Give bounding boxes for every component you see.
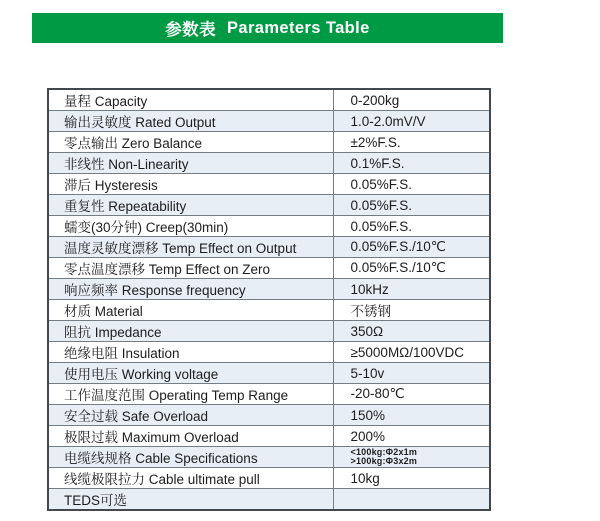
table-row — [48, 468, 490, 489]
table-row — [48, 279, 490, 300]
table-row — [48, 237, 490, 258]
param-label: 使用电压 Working voltage — [48, 363, 333, 384]
table-row — [48, 174, 490, 195]
param-value: 10kHz — [333, 279, 490, 300]
param-value: 0.05%F.S. — [333, 174, 490, 195]
table-row — [48, 258, 490, 279]
param-label: 安全过载 Safe Overload — [48, 405, 333, 426]
param-label: 极限过载 Maximum Overload — [48, 426, 333, 447]
param-label: 输出灵敏度 Rated Output — [48, 111, 333, 132]
param-value: ±2%F.S. — [333, 132, 490, 153]
param-label: 零点温度漂移 Temp Effect on Zero — [48, 258, 333, 279]
param-value: 0.05%F.S. — [333, 195, 490, 216]
param-label: 蠕变(30分钟) Creep(30min) — [48, 216, 333, 237]
param-label: 滞后 Hysteresis — [48, 174, 333, 195]
param-value: 不锈钢 — [333, 300, 490, 321]
param-value: 0.1%F.S. — [333, 153, 490, 174]
parameters-table — [47, 88, 491, 511]
table-row — [48, 426, 490, 447]
param-label: TEDS可选 — [48, 489, 333, 511]
param-label: 阻抗 Impedance — [48, 321, 333, 342]
param-label: 量程 Capacity — [48, 89, 333, 111]
table-row — [48, 300, 490, 321]
table-row — [48, 111, 490, 132]
table-row — [48, 363, 490, 384]
banner-title-en: Parameters Table — [226, 18, 370, 37]
param-label: 非线性 Non-Linearity — [48, 153, 333, 174]
param-value: 10kg — [333, 468, 490, 489]
param-label: 重复性 Repeatability — [48, 195, 333, 216]
param-value: 0-200kg — [333, 89, 490, 111]
param-label: 电缆线规格 Cable Specifications — [48, 447, 333, 468]
cable-spec-line-1: <100kg:Φ2x1m — [350, 446, 418, 457]
param-value: 0.05%F.S./10℃ — [333, 258, 490, 279]
param-value-multiline — [333, 447, 490, 468]
param-value: 0.05%F.S./10℃ — [333, 237, 490, 258]
param-value: ≥5000MΩ/100VDC — [333, 342, 490, 363]
param-value: 350Ω — [333, 321, 490, 342]
table-row — [48, 321, 490, 342]
parameters-table-banner — [32, 13, 503, 43]
cable-spec-line-2: >100kg:Φ3x2m — [350, 456, 418, 466]
param-label: 温度灵敏度漂移 Temp Effect on Output — [48, 237, 333, 258]
table-row — [48, 489, 490, 511]
param-value: 200% — [333, 426, 490, 447]
param-label: 线缆极限拉力 Cable ultimate pull — [48, 468, 333, 489]
banner-title-zh: 参数表 — [165, 21, 216, 39]
table-row — [48, 132, 490, 153]
table-row — [48, 342, 490, 363]
table-row — [48, 153, 490, 174]
param-value — [333, 489, 490, 511]
table-row — [48, 89, 490, 111]
param-label: 响应频率 Response frequency — [48, 279, 333, 300]
table-row — [48, 384, 490, 405]
table-row — [48, 216, 490, 237]
param-label: 绝缘电阻 Insulation — [48, 342, 333, 363]
param-value: 1.0-2.0mV/V — [333, 111, 490, 132]
param-value: 0.05%F.S. — [333, 216, 490, 237]
table-row — [48, 195, 490, 216]
param-label: 工作温度范围 Operating Temp Range — [48, 384, 333, 405]
param-label: 材质 Material — [48, 300, 333, 321]
param-value: 150% — [333, 405, 490, 426]
table-row — [48, 405, 490, 426]
param-label: 零点输出 Zero Balance — [48, 132, 333, 153]
table-row — [48, 447, 490, 468]
param-value: 5-10v — [333, 363, 490, 384]
param-value: -20-80℃ — [333, 384, 490, 405]
